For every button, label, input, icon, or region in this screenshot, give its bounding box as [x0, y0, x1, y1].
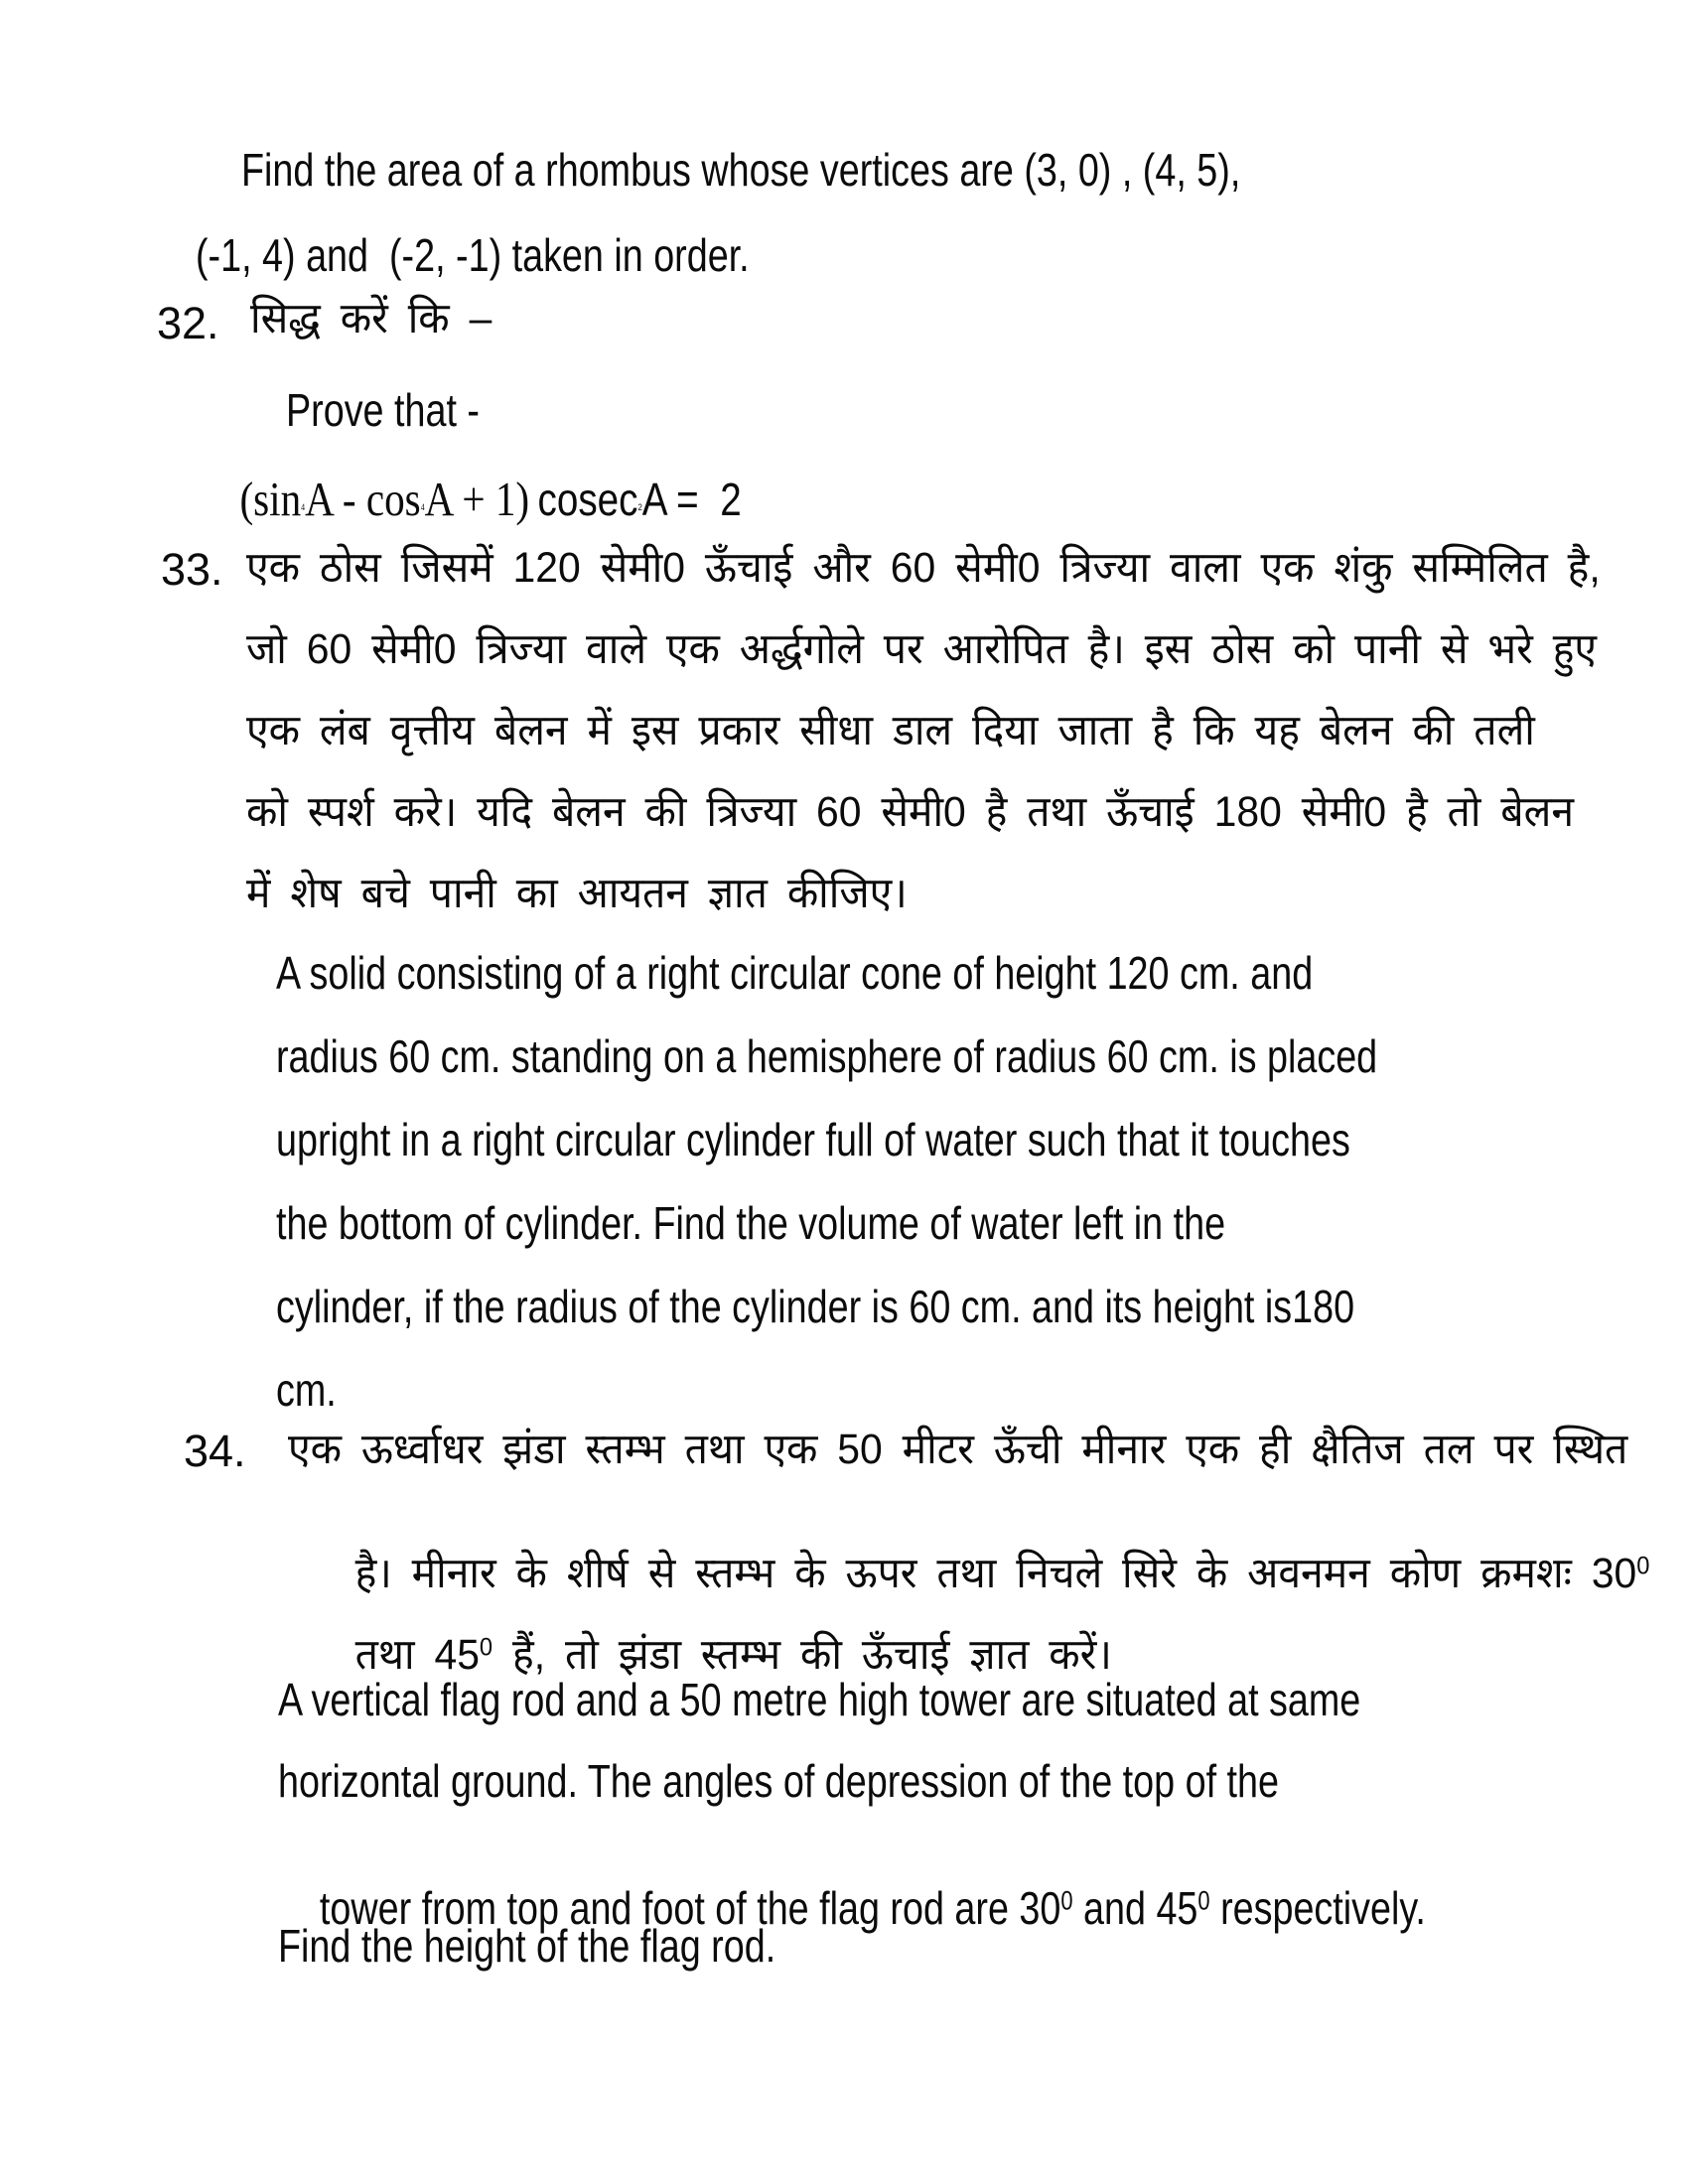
- q34-hindi-line-1: एक ऊर्ध्वाधर झंडा स्तम्भ तथा एक 50 मीटर ऊँची मीनार एक ही क्षैतिज तल पर स्थित: [288, 1426, 1628, 1473]
- q34-english-degree-45: 0: [1197, 1885, 1210, 1916]
- q34-hindi-line-2-text: है। मीनार के शीर्ष से स्तम्भ के ऊपर तथा निचले सिरे के अवनमन कोण क्रमशः 30: [354, 1550, 1637, 1597]
- q33-hindi-line-1: एक ठोस जिसमें 120 सेमी0 ऊँचाई और 60 सेमी0 त्रिज्या वाला एक शंकु सम्मिलित है,: [246, 544, 1601, 592]
- q32-number: 32.: [157, 298, 219, 348]
- q31-english-line-2: (-1, 4) and (-2, -1) taken in order.: [196, 229, 750, 281]
- equation-superscript-2: 4: [420, 502, 425, 513]
- q33-hindi-line-5: में शेष बचे पानी का आयतन ज्ञात कीजिए।: [246, 870, 908, 917]
- q33-number: 33.: [161, 544, 223, 595]
- q34-english-line-3-post: respectively.: [1209, 1882, 1426, 1934]
- q34-english-line-4: Find the height of the flag rod.: [278, 1920, 776, 1972]
- q34-english-line-1: A vertical flag rod and a 50 metre high tower are situated at same: [278, 1674, 1361, 1725]
- equation-serif-part-2: A - cos: [305, 472, 421, 526]
- q33-english-line-2: radius 60 cm. standing on a hemisphere of radius 60 cm. is placed: [276, 1030, 1378, 1082]
- q33-english-line-1: A solid consisting of a right circular cone of height 120 cm. and: [276, 947, 1314, 999]
- q33-english-line-3: upright in a right circular cylinder full of water such that it touches: [276, 1114, 1350, 1165]
- q34-hindi-line-3-pre: तथा 45: [354, 1631, 480, 1679]
- equation-sans-part-1: cosec: [537, 474, 638, 525]
- equation-serif-part-3: A + 1): [424, 472, 530, 526]
- q34-hindi-line-3-post: हैं, तो झंडा स्तम्भ की ऊँचाई ज्ञात करें।: [492, 1631, 1112, 1679]
- q33-english-line-4: the bottom of cylinder. Find the volume of water left in the: [276, 1197, 1226, 1249]
- q33-english-line-5: cylinder, if the radius of the cylinder is 60 cm. and its height is180: [276, 1281, 1355, 1332]
- q34-hindi-degree-45: 0: [479, 1633, 493, 1662]
- q34-english-degree-30: 0: [1060, 1885, 1073, 1916]
- equation-superscript-1: 4: [301, 502, 306, 513]
- equation-serif-part-1: (sin: [239, 472, 302, 526]
- q34-english-line-3-mid: and 45: [1072, 1882, 1198, 1934]
- q31-english-line-1: Find the area of a rhombus whose vertices are (3, 0) , (4, 5),: [241, 144, 1241, 196]
- q34-hindi-degree-30: 0: [1636, 1552, 1650, 1580]
- q32-english-text: Prove that -: [286, 384, 480, 436]
- q32-equation: [226, 459, 742, 539]
- q34-number: 34.: [184, 1426, 246, 1476]
- equation-superscript-3: 2: [637, 501, 642, 512]
- q34-english-line-3-pre: tower from top and foot of the flag rod are 30: [319, 1882, 1061, 1934]
- q33-hindi-line-3: एक लंब वृत्तीय बेलन में इस प्रकार सीधा डाल दिया जाता है कि यह बेलन की तली: [246, 707, 1535, 754]
- q33-hindi-line-4: को स्पर्श करे। यदि बेलन की त्रिज्या 60 सेमी0 है तथा ऊँचाई 180 सेमी0 है तो बेलन: [246, 788, 1574, 836]
- q33-english-line-6: cm.: [276, 1364, 337, 1416]
- q32-hindi-text: सिद्ध करें कि –: [250, 295, 492, 342]
- equation-sans-part-2: A = 2: [641, 474, 742, 525]
- q34-english-line-2: horizontal ground. The angles of depression of the top of the: [278, 1755, 1279, 1807]
- q33-hindi-line-2: जो 60 सेमी0 त्रिज्या वाले एक अर्द्धगोले पर आरोपित है। इस ठोस को पानी से भरे हुए: [246, 625, 1598, 673]
